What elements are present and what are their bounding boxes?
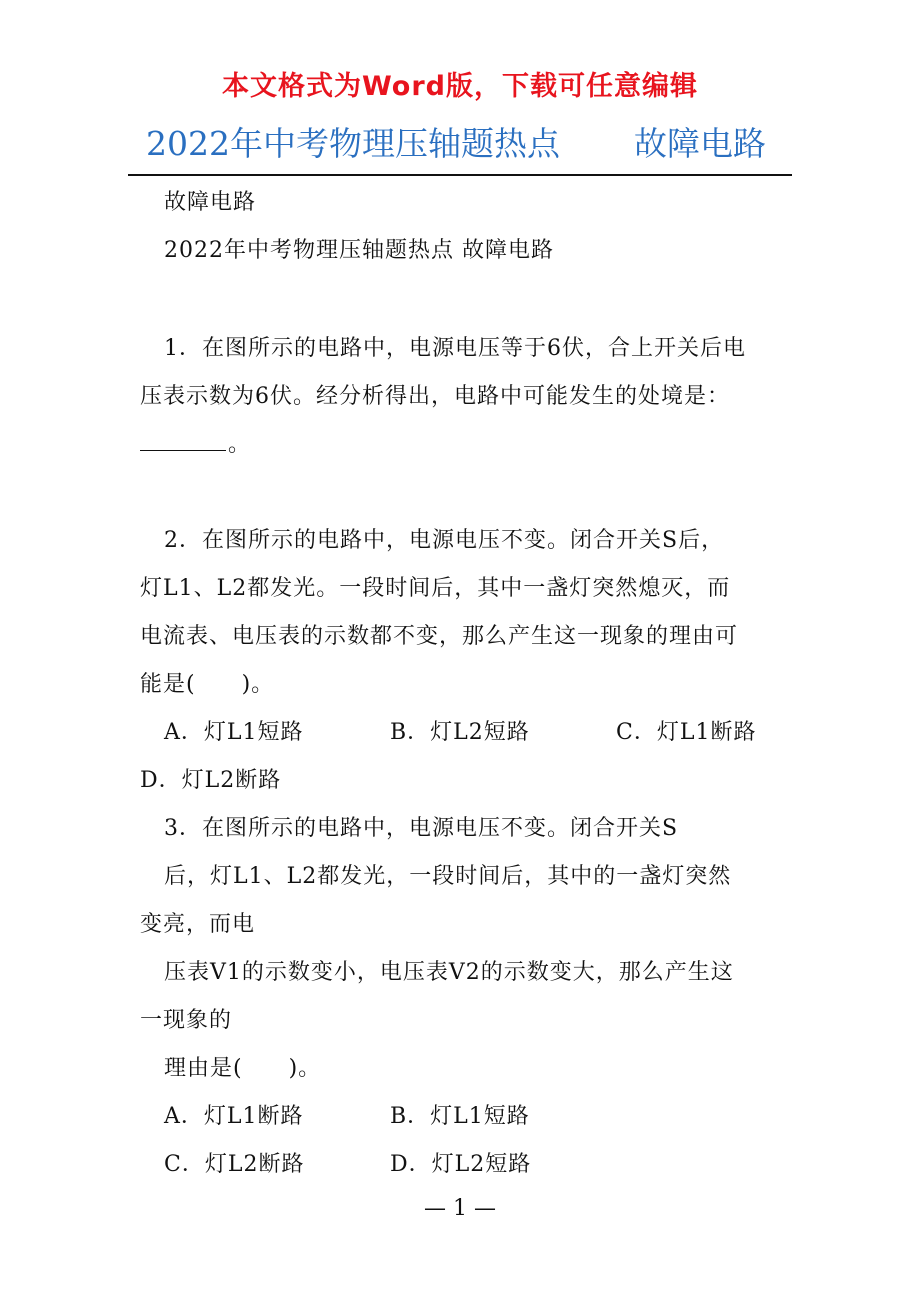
download-banner: 本文格式为Word版，下载可任意编辑 <box>221 71 698 102</box>
document-title <box>146 118 786 170</box>
q2-line-3: 电流表、电压表的示数都不变，那么产生这一现象的理由可 <box>140 624 739 649</box>
q3-line-3: 变亮，而电 <box>140 912 256 937</box>
q3-line-4: 压表V1的示数变小，电压表V2的示数变大，那么产生这 <box>164 960 734 985</box>
q3-option-b: B．灯L1短路 <box>390 1104 530 1129</box>
intro-line-1: 故障电路 <box>164 190 257 215</box>
q1-line-3-end: 。 <box>228 432 252 457</box>
q3-line-6: 理由是( )。 <box>164 1056 322 1081</box>
q2-line-2: 灯L1、L2都发光。一段时间后，其中一盏灯突然熄灭，而 <box>140 576 731 601</box>
q1-line-3 <box>140 430 251 460</box>
q2-option-c: C．灯L1断路 <box>616 720 757 745</box>
q2-option-b: B．灯L2短路 <box>390 720 530 745</box>
q3-option-c: C．灯L2断路 <box>164 1152 305 1177</box>
q1-line-2: 压表示数为6伏。经分析得出，电路中可能发生的处境是： <box>140 384 730 409</box>
q2-option-a: A．灯L1短路 <box>164 720 304 745</box>
title-sub: 故障电路 <box>634 124 766 163</box>
q3-option-d: D．灯L2短路 <box>390 1152 532 1177</box>
q2-line-4: 能是( )。 <box>140 672 275 697</box>
answer-blank <box>140 432 226 451</box>
page-number: — 1 — <box>424 1196 496 1221</box>
q3-line-1: 3．在图所示的电路中，电源电压不变。闭合开关S <box>164 816 679 841</box>
q3-line-2: 后，灯L1、L2都发光，一段时间后，其中的一盏灯突然 <box>164 864 732 889</box>
q3-line-5: 一现象的 <box>140 1008 233 1033</box>
q3-option-a: A．灯L1断路 <box>164 1104 304 1129</box>
q2-option-d: D．灯L2断路 <box>140 768 282 793</box>
intro-line-2: 2022年中考物理压轴题热点 故障电路 <box>164 238 554 263</box>
q2-line-1: 2．在图所示的电路中，电源电压不变。闭合开关S后， <box>164 528 725 553</box>
title-main: 2022年中考物理压轴题热点 <box>146 124 560 163</box>
q1-line-1: 1．在图所示的电路中，电源电压等于6伏，合上开关后电 <box>164 336 746 361</box>
title-divider <box>128 174 792 176</box>
